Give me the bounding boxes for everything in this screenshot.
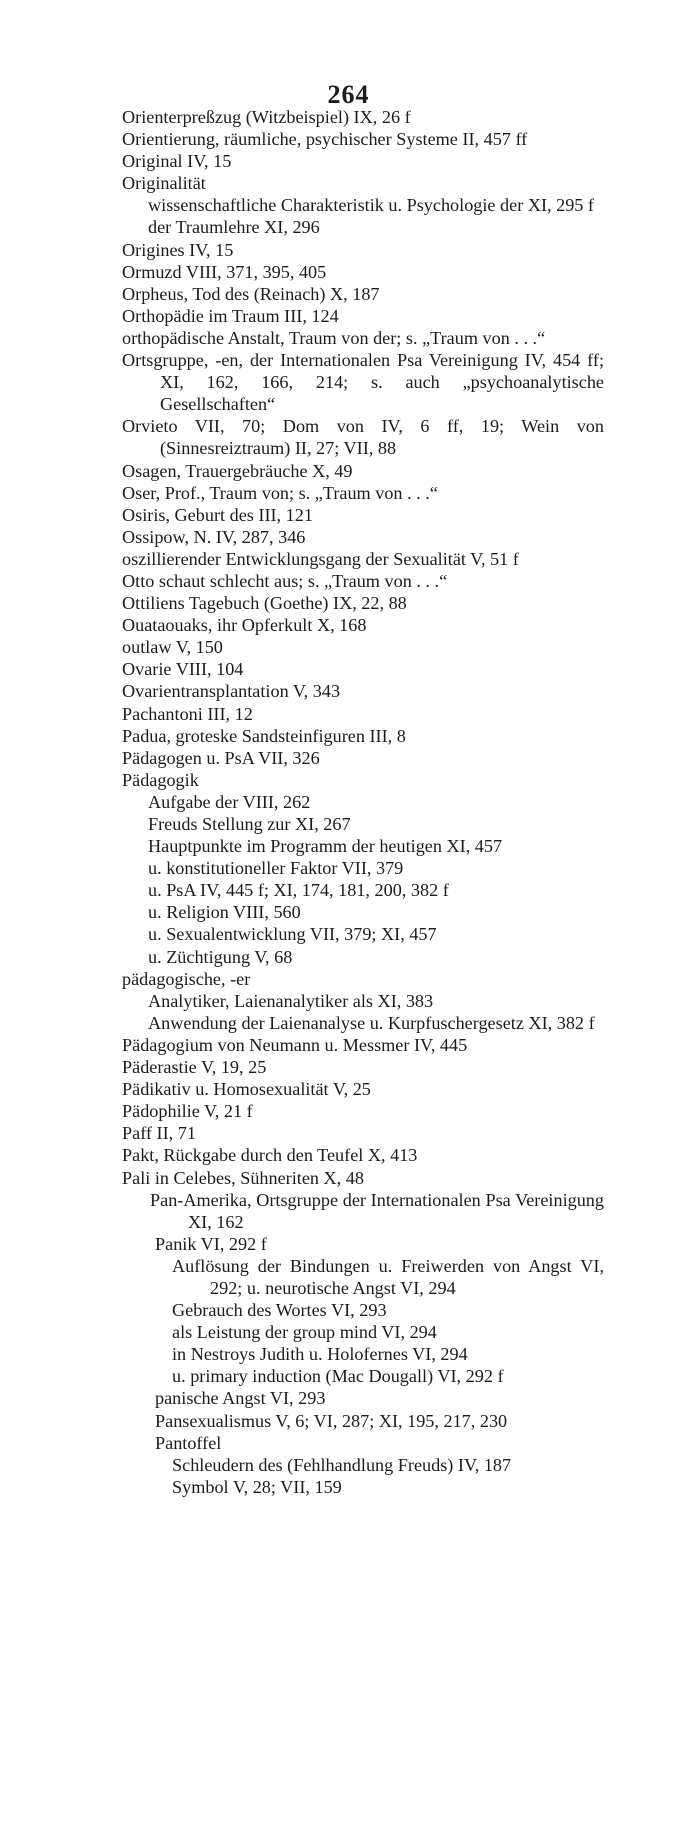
- index-subentry: u. Sexualentwicklung VII, 379; XI, 457: [148, 924, 437, 945]
- index-subentry: Gebrauch des Wortes VI, 293: [172, 1300, 387, 1321]
- index-entry: Otto schaut schlecht aus; s. „Traum von . . .“: [122, 570, 448, 591]
- index-entry: Originalität: [122, 173, 206, 194]
- index-entry: Pali in Celebes, Sühneriten X, 48: [122, 1167, 364, 1188]
- index-subentry: Symbol V, 28; VII, 159: [172, 1476, 342, 1497]
- index-subentry: Freuds Stellung zur XI, 267: [148, 814, 351, 834]
- index-entry: Pakt, Rückgabe durch den Teufel X, 413: [122, 1145, 418, 1166]
- index-subentry: u. konstitutioneller Faktor VII, 379: [148, 858, 404, 879]
- index-entry: Origines IV, 15: [122, 239, 234, 260]
- index-entry: Pädophilie V, 21 f: [122, 1101, 253, 1122]
- index-entry: Pantoffel: [155, 1432, 222, 1453]
- index-entry: Orientierung, räumliche, psychischer Systeme II, 457 ff: [122, 129, 528, 150]
- index-entry: pädagogische, -er: [122, 968, 251, 989]
- index-entry: panische Angst VI, 293: [155, 1388, 326, 1409]
- index-entry: Pan-Amerika, Ortsgruppe der Internationalen Psa Vereinigung XI, 162: [150, 1189, 604, 1232]
- index-entry: Ovarie VIII, 104: [122, 659, 244, 680]
- index-entry: Pansexualismus V, 6; VI, 287; XI, 195, 217, 230: [155, 1410, 508, 1431]
- index-entry: Osiris, Geburt des III, 121: [122, 504, 313, 525]
- page-number: 264: [327, 80, 370, 109]
- index-entry: Osagen, Trauergebräuche X, 49: [122, 460, 353, 481]
- index-entry: Ossipow, N. IV, 287, 346: [122, 526, 306, 547]
- index-subentry: u. primary induction (Mac Dougall) VI, 292 f: [172, 1366, 504, 1387]
- index-entry: Orpheus, Tod des (Reinach) X, 187: [122, 283, 380, 304]
- index-entry: Orvieto VII, 70; Dom von IV, 6 ff, 19; Wein von (Sinnesreiztraum) II, 27; VII, 88: [122, 416, 604, 459]
- index-subentry: u. Züchtigung V, 68: [148, 946, 293, 967]
- index-subentry: in Nestroys Judith u. Holofernes VI, 294: [172, 1344, 468, 1365]
- index-entry: Ovarientransplantation V, 343: [122, 681, 341, 702]
- index-entry: Paff II, 71: [122, 1123, 196, 1144]
- index-subentry: Anwendung der Laienanalyse u. Kurpfuschergesetz XI, 382 f: [148, 1012, 595, 1033]
- index-entry: Ormuzd VIII, 371, 395, 405: [122, 261, 327, 282]
- index-entry: Oser, Prof., Traum von; s. „Traum von . . .“: [122, 482, 438, 503]
- index-entry: Orienterpreßzug (Witzbeispiel) IX, 26 f: [122, 107, 411, 127]
- index-entry: Orthopädie im Traum III, 124: [122, 305, 339, 326]
- index-subentry: als Leistung der group mind VI, 294: [172, 1322, 437, 1343]
- index-subentry: u. PsA IV, 445 f; XI, 174, 181, 200, 382 f: [148, 880, 449, 901]
- index-subentry: wissenschaftliche Charakteristik u. Psychologie der XI, 295 f: [148, 195, 594, 216]
- index-entry: Pädagogium von Neumann u. Messmer IV, 445: [122, 1034, 468, 1055]
- index-entry: Pädikativ u. Homosexualität V, 25: [122, 1079, 371, 1100]
- index-entry: Pädagogik: [122, 769, 199, 790]
- index-entry: Ouataouaks, ihr Opferkult X, 168: [122, 615, 367, 636]
- index-entry: Pädagogen u. PsA VII, 326: [122, 747, 320, 768]
- index-entry: Pachantoni III, 12: [122, 703, 253, 724]
- index-subentry: Hauptpunkte im Programm der heutigen XI, 457: [148, 836, 503, 857]
- index-entry: Ortsgruppe, -en, der Internationalen Psa Vereinigung IV, 454 ff; XI, 162, 166, 214; s. auch „psychoanalytische Gesellschaften“: [122, 350, 604, 415]
- index-subentry: Schleudern des (Fehlhandlung Freuds) IV, 187: [172, 1454, 512, 1475]
- index-entry: orthopädische Anstalt, Traum von der; s. „Traum von . . .“: [122, 327, 546, 348]
- index-subentry: Analytiker, Laienanalytiker als XI, 383: [148, 990, 434, 1011]
- index-subentry: Auflösung der Bindungen u. Freiwerden von Angst VI, 292; u. neurotische Angst VI, 294: [172, 1255, 604, 1298]
- index-entry: Padua, groteske Sandsteinfiguren III, 8: [122, 725, 406, 746]
- index-entry: Päderastie V, 19, 25: [122, 1057, 267, 1078]
- index-entry: Panik VI, 292 f: [155, 1233, 267, 1254]
- index-column: [122, 106, 604, 1498]
- index-entry: outlaw V, 150: [122, 637, 223, 658]
- index-entry: Ottiliens Tagebuch (Goethe) IX, 22, 88: [122, 593, 407, 614]
- index-entry: Original IV, 15: [122, 151, 232, 172]
- index-subentry: Aufgabe der VIII, 262: [148, 791, 311, 812]
- index-subentry: der Traumlehre XI, 296: [148, 217, 320, 238]
- index-entry: oszillierender Entwicklungsgang der Sexualität V, 51 f: [122, 548, 519, 569]
- index-subentry: u. Religion VIII, 560: [148, 902, 301, 923]
